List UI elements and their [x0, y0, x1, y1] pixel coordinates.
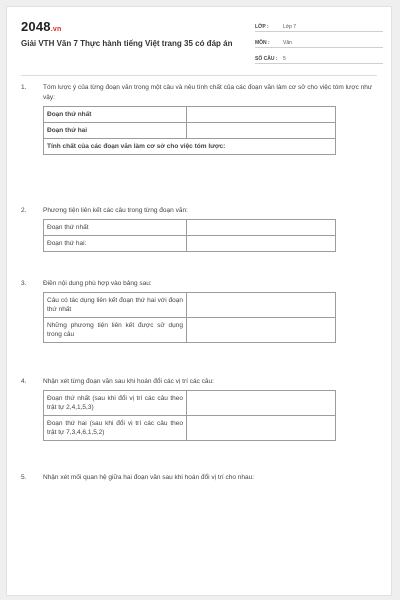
question-1 — [21, 83, 381, 155]
answer-cell[interactable] — [187, 391, 336, 416]
answer-cell[interactable] — [187, 416, 336, 441]
answer-cell[interactable] — [187, 107, 336, 123]
row-label: Đoạn thứ nhất — [44, 107, 187, 123]
row-label: Câu có tác dụng liên kết đoạn thứ hai với đoạn thứ nhất — [44, 293, 187, 318]
question-text — [21, 377, 381, 387]
question-5 — [21, 473, 381, 483]
header-divider — [21, 75, 377, 76]
question-prompt: Nhận xét mối quan hệ giữa hai đoạn văn sau khi hoán đổi vị trí cho nhau: — [43, 474, 255, 481]
answer-table — [43, 390, 336, 441]
answer-table — [43, 219, 336, 252]
meta-row-subject — [255, 35, 383, 48]
question-4 — [21, 377, 381, 441]
question-number: 1. — [21, 84, 27, 91]
row-label: Đoạn thứ nhất — [44, 220, 187, 236]
row-label: Tính chất của các đoạn văn làm cơ sở cho việc tóm lược: — [44, 139, 336, 155]
question-prompt: Phương tiện liên kết các câu trong từng đoạn văn: — [43, 207, 188, 214]
answer-cell[interactable] — [187, 318, 336, 343]
answer-table — [43, 292, 336, 343]
answer-cell[interactable] — [187, 236, 336, 252]
question-number: 5. — [21, 474, 27, 481]
answer-table — [43, 106, 336, 155]
table-row — [44, 318, 336, 343]
worksheet-header — [7, 7, 391, 71]
worksheet-page — [6, 6, 392, 596]
logo-tld: .vn — [50, 26, 62, 33]
table-row — [44, 139, 336, 155]
question-text — [21, 279, 381, 289]
question-number: 2. — [21, 207, 27, 214]
answer-cell[interactable] — [187, 220, 336, 236]
meta-label: LỚP : — [255, 24, 269, 30]
table-row — [44, 220, 336, 236]
meta-block — [255, 19, 383, 67]
row-label: Đoạn thứ hai: — [44, 236, 187, 252]
meta-value: 5 — [283, 56, 286, 62]
table-row — [44, 236, 336, 252]
row-label: Đoạn thứ nhất (sau khi đổi vị trí các câu theo trật tự 2,4,1,5,3) — [44, 391, 187, 416]
meta-row-class — [255, 19, 383, 32]
meta-value: Lớp 7 — [283, 24, 297, 30]
table-row — [44, 293, 336, 318]
table-row — [44, 107, 336, 123]
question-text — [21, 206, 381, 216]
answer-cell[interactable] — [187, 293, 336, 318]
table-row — [44, 391, 336, 416]
logo-main: 2048 — [21, 19, 51, 34]
question-number: 3. — [21, 280, 27, 287]
meta-value: Văn — [283, 40, 292, 46]
row-label: Những phương tiện liên kết được sử dụng trong câu — [44, 318, 187, 343]
meta-row-count — [255, 51, 383, 64]
row-label: Đoạn thứ hai — [44, 123, 187, 139]
answer-cell[interactable] — [187, 123, 336, 139]
meta-label: MÔN : — [255, 40, 270, 46]
question-prompt: Tóm lược ý của từng đoạn văn trong một câu và nêu tính chất của các đoạn văn làm cơ sở cho việc tóm lược như vậy: — [43, 84, 373, 101]
row-label: Đoạn thứ hai (sau khi đổi vị trí các câu theo trật tự 7,3,4,6,1,5,2) — [44, 416, 187, 441]
question-prompt: Điền nội dung phù hợp vào bảng sau: — [43, 280, 152, 287]
question-3 — [21, 279, 381, 343]
question-prompt: Nhận xét từng đoạn văn sau khi hoán đổi các vị trí các câu: — [43, 378, 214, 385]
question-2 — [21, 206, 381, 252]
table-row — [44, 123, 336, 139]
question-text — [21, 473, 381, 483]
document-title: Giải VTH Văn 7 Thực hành tiếng Việt trang 35 có đáp án — [21, 39, 233, 48]
site-logo[interactable] — [21, 19, 61, 34]
question-text — [21, 83, 381, 103]
table-row — [44, 416, 336, 441]
meta-label: SỐ CÂU : — [255, 56, 278, 62]
question-number: 4. — [21, 378, 27, 385]
